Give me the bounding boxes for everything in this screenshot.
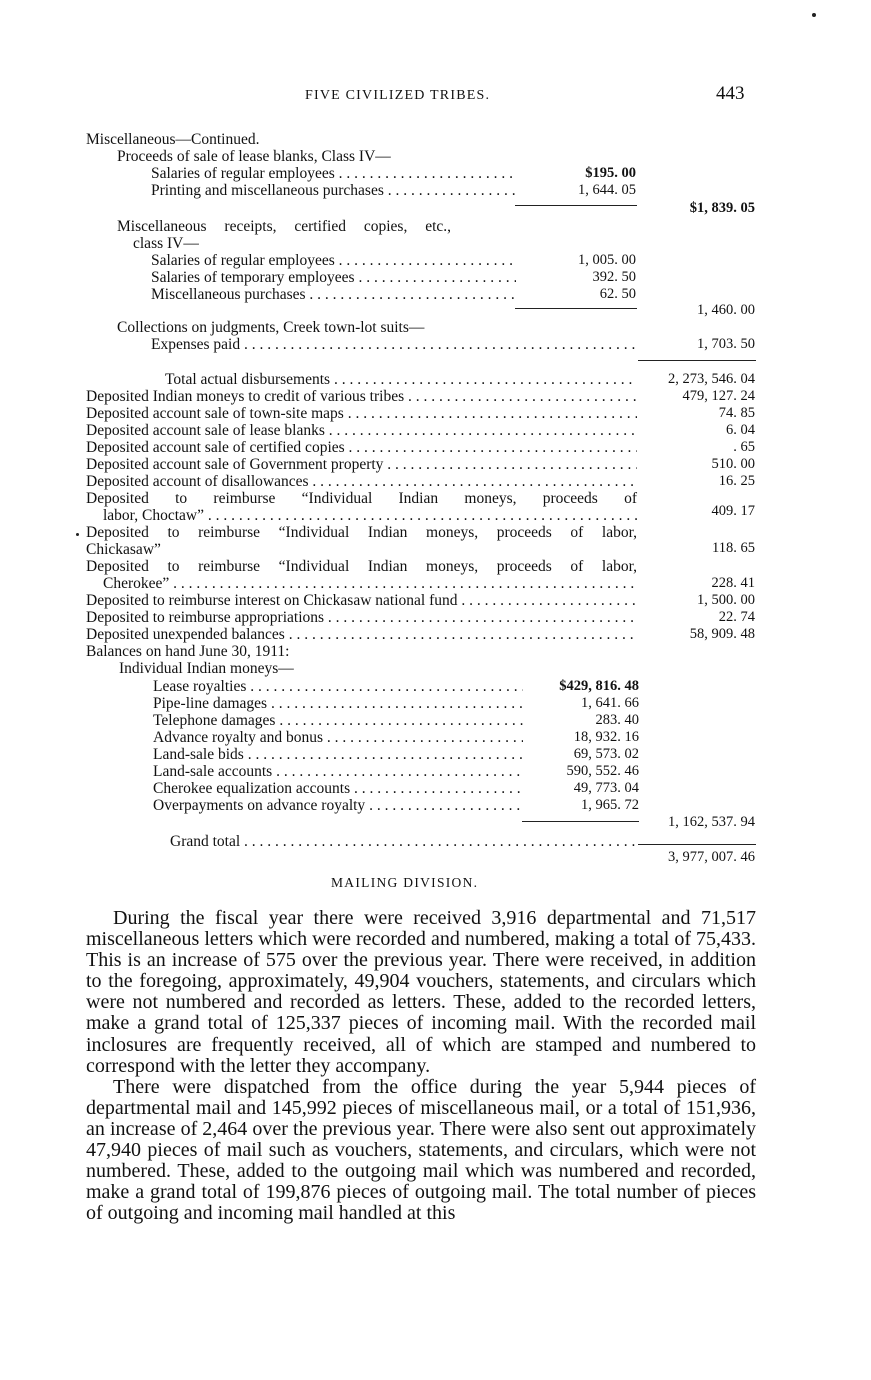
deposit-amount: 22. 74 <box>718 609 755 625</box>
receipts-total: 1, 460. 00 <box>697 302 755 318</box>
balance-item-label: Cherokee equalization accounts . . . <box>153 780 523 797</box>
deposit-label: Deposited to reimburse appropriations . . . <box>86 609 637 626</box>
reimburse-cherokee-amount: 228. 41 <box>711 575 755 591</box>
balance-item-amount: 1, 641. 66 <box>581 695 639 711</box>
balance-item-label: Land-sale bids . . . <box>153 746 523 763</box>
balance-item-label: Land-sale accounts . . . <box>153 763 523 780</box>
deposit-label: Deposited account sale of certified copies . . . <box>86 439 637 456</box>
deposit-label: Deposited unexpended balances . . . <box>86 626 637 643</box>
receipts-item-label: Salaries of temporary employees . . . <box>151 269 516 286</box>
reimburse-chickasaw-amount: 118. 65 <box>712 540 755 556</box>
deposit-amount: 58, 909. 48 <box>689 626 755 642</box>
reimburse-chickasaw-line1: Deposited to reimburse “Individual Indian moneys, proceeds of labor, <box>86 524 637 541</box>
running-head: FIVE CIVILIZED TRIBES. <box>305 88 491 103</box>
page-number: 443 <box>716 83 745 104</box>
reimburse-choctaw-amount: 409. 17 <box>711 503 755 519</box>
deposit-label: Deposited account sale of lease blanks . . . <box>86 422 637 439</box>
grand-total-amount: 3, 977, 007. 46 <box>668 849 755 865</box>
balances-total: 1, 162, 537. 94 <box>668 814 755 830</box>
deposit-amount: . 65 <box>733 439 755 455</box>
grand-total-label: Grand total . . . <box>170 833 637 850</box>
deposit-amount: 16. 25 <box>718 473 755 489</box>
lease-blanks-item-label: Printing and miscellaneous purchases . . . <box>151 182 516 199</box>
total-disbursements-label: Total actual disbursements . . . <box>165 371 637 388</box>
balance-item-label: Overpayments on advance royalty . . . <box>153 797 523 814</box>
balance-item-amount: 283. 40 <box>595 712 639 728</box>
balances-heading: Balances on hand June 30, 1911: <box>86 643 290 660</box>
judgments-item-label: Expenses paid . . . <box>151 336 637 353</box>
balance-item-amount: 18, 932. 16 <box>573 729 639 745</box>
paragraph <box>86 908 756 1224</box>
lease-blanks-item-amount: 1, 644. 05 <box>578 182 636 198</box>
receipts-item-label: Miscellaneous purchases . . . <box>151 286 516 303</box>
subtotal-rule <box>515 205 637 206</box>
balance-item-label: Lease royalties . . . <box>153 678 523 695</box>
reimburse-choctaw-line2: labor, Choctaw” . . . <box>103 507 637 524</box>
balance-item-amount: 1, 965. 72 <box>581 797 639 813</box>
reimburse-choctaw-line1: Deposited to reimburse “Individual Indian moneys, proceeds of <box>86 490 637 507</box>
subtotal-rule <box>522 821 639 822</box>
paragraph-text: During the fiscal year there were received 3,916 departmental and 71,517 miscellaneous letters which were recorded and numbered, making a total of 75,433. This is an increase of 575 over the previous year. There were received, in addition to the foregoing, approximately, 49,904 vouchers, statements, and circulars which were not numbered and recorded as letters. These, added to the recorded letters, make a grand total of 125,337 pieces of incoming mail. With the recorded mail inclosures are frequently received, all of which are stamped and numbered to correspond with the letter they accompany. <box>86 907 756 1077</box>
balances-subheading: Individual Indian moneys— <box>119 660 294 677</box>
deposit-label: Deposited to reimburse interest on Chickasaw national fund . . . <box>86 592 637 609</box>
total-rule <box>638 844 756 845</box>
balance-item-amount: 590, 552. 46 <box>566 763 639 779</box>
total-rule <box>638 360 756 361</box>
lease-blanks-title: Proceeds of sale of lease blanks, Class IV— <box>117 148 391 165</box>
receipts-item-amount: 392. 50 <box>592 269 636 285</box>
subtotal-rule <box>515 308 637 309</box>
judgments-amount: 1, 703. 50 <box>697 336 755 352</box>
balance-item-label: Telephone damages . . . <box>153 712 523 729</box>
paragraph-text: There were dispatched from the office during the year 5,944 pieces of departmental mail and 145,992 pieces of miscellaneous mail, or a total of 151,936, an increase of 2,464 over the previous year. There were also sent out approximately 47,940 pieces of mail such as vouchers, statements, and circulars, which were not numbered. These, added to the outgoing mail which was numbered and recorded, make a grand total of 199,876 pieces of outgoing mail. The total number of pieces of outgoing and incoming mail handled at this <box>86 1075 756 1225</box>
speck <box>812 13 816 17</box>
reimburse-chickasaw-line2: Chickasaw” <box>86 541 161 558</box>
speck <box>76 533 79 536</box>
balance-item-amount: $429, 816. 48 <box>559 678 639 694</box>
deposit-amount: 74. 85 <box>718 405 755 421</box>
section-heading: MAILING DIVISION. <box>331 875 479 890</box>
deposit-label: Deposited account of disallowances . . . <box>86 473 637 490</box>
balance-item-label: Advance royalty and bonus . . . <box>153 729 523 746</box>
misc-heading: Miscellaneous—Continued. <box>86 131 260 148</box>
deposit-amount: 510. 00 <box>711 456 755 472</box>
judgments-title: Collections on judgments, Creek town-lot suits— <box>117 319 425 336</box>
receipts-item-amount: 1, 005. 00 <box>578 252 636 268</box>
receipts-title: Miscellaneous receipts, certified copies, etc., <box>117 218 452 235</box>
reimburse-cherokee-line1: Deposited to reimburse “Individual Indian moneys, proceeds of labor, <box>86 558 637 575</box>
total-disbursements-amount: 2, 273, 546. 04 <box>668 371 755 387</box>
balance-item-label: Pipe-line damages . . . <box>153 695 523 712</box>
deposit-amount: 479, 127. 24 <box>682 388 755 404</box>
deposit-amount: 6. 04 <box>726 422 755 438</box>
deposit-amount: 1, 500. 00 <box>697 592 755 608</box>
balance-item-amount: 69, 573. 02 <box>573 746 639 762</box>
reimburse-cherokee-line2: Cherokee” . . . <box>103 575 637 592</box>
receipts-item-label: Salaries of regular employees . . . <box>151 252 516 269</box>
lease-blanks-total: $1, 839. 05 <box>689 200 755 216</box>
lease-blanks-item-amount: $195. 00 <box>585 165 636 181</box>
receipts-title-cont: class IV— <box>133 235 199 252</box>
deposit-label: Deposited account sale of Government property . . . <box>86 456 637 473</box>
deposit-label: Deposited account sale of town-site maps . . . <box>86 405 637 422</box>
lease-blanks-item-label: Salaries of regular employees . . . <box>151 165 516 182</box>
balance-item-amount: 49, 773. 04 <box>573 780 639 796</box>
receipts-item-amount: 62. 50 <box>599 286 636 302</box>
deposit-label: Deposited Indian moneys to credit of various tribes . . . <box>86 388 637 405</box>
